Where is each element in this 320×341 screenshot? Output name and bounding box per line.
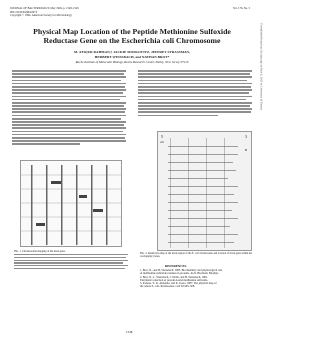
download-side-note: Downloaded from http://jb.asm.org/ on May 6, 2015 by University of Kansas: [260, 23, 263, 110]
gel-band: [168, 210, 232, 211]
gel-band: [168, 178, 228, 179]
left-column-text: [12, 70, 126, 147]
issn-line: 0021-9193/94/$04.00+0: [10, 10, 38, 14]
copyright-line: Copyright © 1994, American Society for Microbiology: [10, 14, 72, 17]
reference-line: 3. Kohara, Y., K. Akiyama, and K. Isono. 1987. The physical map of: [140, 282, 217, 286]
gel-band: [168, 154, 238, 155]
figure-1-lines: [21, 161, 121, 246]
reference-line: Enzymatic reduction of protein-bound methionine sulfoxide.: [140, 278, 208, 282]
page-number: 1548: [126, 330, 133, 334]
gel-label-3: 3: [245, 134, 247, 139]
figure-1-grid: [20, 160, 122, 247]
gel-band: [168, 234, 238, 235]
gel-band: [168, 218, 238, 219]
reference-line: of methionine sulfoxide residues in proteins. Arch. Biochem. Biophys.: [140, 272, 219, 276]
gel-band: [168, 202, 238, 203]
reference-line: the whole E. coli chromosome. Cell 50:495–508.: [140, 285, 195, 289]
journal-line: JOURNAL OF BACTERIOLOGY, May 1994, p. 1548–1549: [10, 7, 79, 10]
reference-line: 1. Brot, N., and H. Weissbach. 1983. Biochemistry and physiological role: [140, 269, 223, 272]
volume-line: Vol. 176, No. 5: [232, 7, 250, 10]
paper-title-line-1: Physical Map Location of the Peptide Methionine Sulfoxide: [33, 27, 231, 36]
gel-band: [168, 242, 234, 243]
gel-band: [168, 186, 238, 187]
gel-label-b: B: [244, 148, 247, 152]
gel-band: [168, 146, 238, 147]
figure-2-caption: FIG. 2. Restriction map of the msrA region of the E. coli chromosome and location of msrA gene within the overlapping clones.: [140, 252, 252, 259]
gel-band: [168, 162, 233, 163]
affiliation: Roche Institute of Molecular Biology, Roche Research Center, Nutley, New Jersey 07110: [75, 60, 189, 64]
right-column-text: [138, 70, 252, 118]
references-list: [140, 269, 252, 289]
gel-marker-label: 4.6: [160, 140, 164, 144]
gel-label-5: 5: [161, 134, 163, 139]
figure-1-caption: FIG. 1. Chromosomal mapping of the msrA gene.: [14, 250, 66, 253]
gel-band: [168, 194, 234, 195]
figure-2-gel: [157, 131, 252, 251]
gel-band: [168, 170, 236, 171]
references-heading: REFERENCES: [165, 264, 187, 268]
reference-line: 2. Brot, N., L. Weissbach, J. Werth, and H. Weissbach. 1981.: [140, 275, 208, 279]
authors-line-1: M. ATIQUR RAHMAN,† JACKIE MOSKOVITZ, JEFFREY STRASSMAN,: [74, 50, 190, 54]
figure-1-caption-rest: [14, 254, 128, 271]
paper-title-line-2: Reductase Gene on the Escherichia coli Chromosome: [43, 36, 221, 45]
authors-line-2: HERBERT WEISSBACH, and NATHAN BROT*: [94, 54, 170, 59]
gel-band: [168, 226, 230, 227]
